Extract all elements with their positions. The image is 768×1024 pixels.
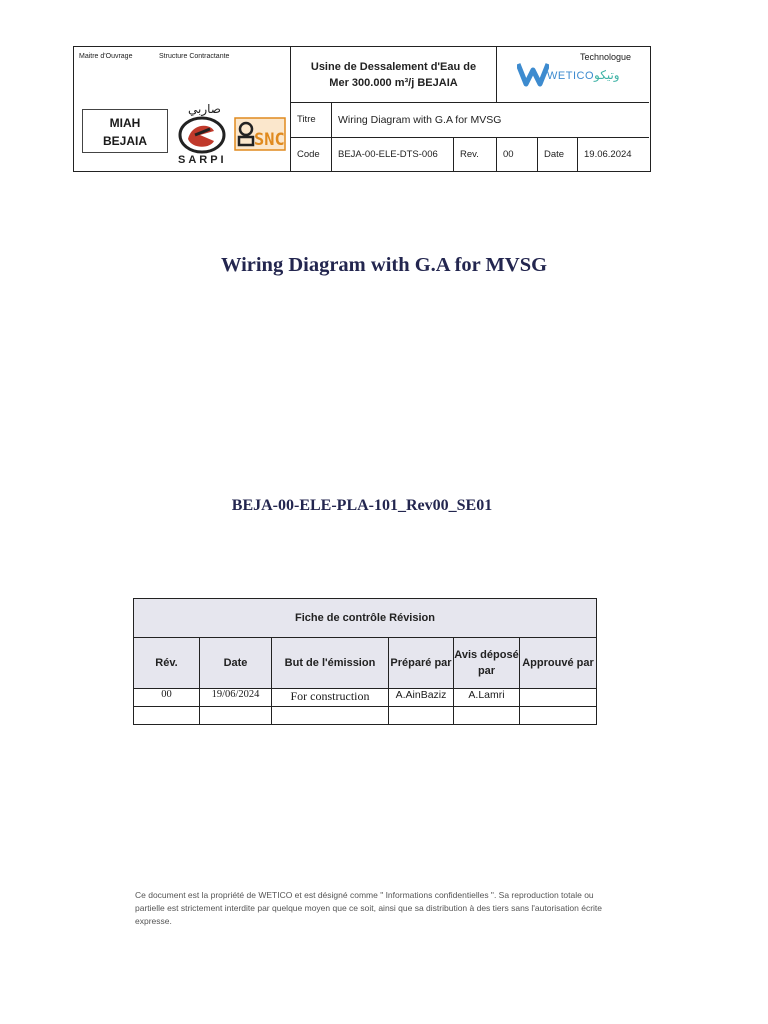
wetico-arabic-text: وتيكو [594, 68, 620, 82]
date-label: Date [544, 148, 565, 160]
wetico-w-icon [517, 61, 549, 87]
rev-divider [496, 137, 497, 171]
wetico-logo-text: WETICO [547, 70, 594, 82]
col-header-approved: Approuvé par [520, 638, 597, 689]
cell-rev [134, 707, 200, 725]
snc-logo [234, 117, 286, 151]
code-divider [453, 137, 454, 171]
project-title [291, 47, 496, 102]
col-header-rev: Rév. [134, 638, 200, 689]
revision-table-header-row [134, 638, 597, 689]
titre-label: Titre [297, 114, 316, 125]
document-code: BEJA-00-ELE-PLA-101_Rev00_SE01 [231, 497, 493, 514]
sarpi-logo [170, 101, 234, 167]
cell-prepared: A.AinBaziz [389, 689, 454, 707]
date-value: 19.06.2024 [584, 148, 632, 160]
cell-date: 19/06/2024 [200, 689, 272, 707]
cell-rev: 00 [134, 689, 200, 707]
code-label: Code [297, 148, 320, 160]
header-left-column [74, 47, 291, 171]
document-title: Wiring Diagram with G.A for MVSG [220, 254, 548, 276]
document-header [73, 46, 651, 172]
project-title-line-2: Mer 300.000 m³/j BEJAIA [329, 76, 458, 89]
cell-approved [520, 707, 597, 725]
cell-approved [520, 689, 597, 707]
code-value: BEJA-00-ELE-DTS-006 [338, 148, 438, 160]
client-city: BEJAIA [102, 134, 147, 148]
cell-reviewed: A.Lamri [454, 689, 520, 707]
cell-reviewed [454, 707, 520, 725]
revval-divider [537, 137, 538, 171]
date-divider [577, 137, 578, 171]
client-box [82, 109, 168, 153]
revision-table-caption: Fiche de contrôle Révision [134, 599, 597, 638]
rev-value: 00 [503, 148, 514, 160]
cell-prepared [389, 707, 454, 725]
col-header-prepared: Préparé par [389, 638, 454, 689]
cell-purpose [272, 707, 389, 725]
rev-label: Rev. [460, 148, 479, 160]
cell-date [200, 707, 272, 725]
project-title-line-1: Usine de Dessalement d'Eau de [310, 60, 477, 73]
table-row [134, 689, 597, 707]
cell-purpose: For construction [272, 689, 389, 707]
col-header-purpose: But de l'émission [272, 638, 389, 689]
revision-table [133, 598, 597, 725]
col-header-date: Date [200, 638, 272, 689]
confidentiality-notice: Ce document est la propriété de WETICO et est désigné comme " Informations confidentielles ". Sa reproduction totale ou partielle est strictement interdite par quelque moyen que ce soit, ainsi que sa distribution à des tiers sans l'autorisation écrite expresse. [135, 890, 603, 926]
structure-contractante-label: Structure Contractante [159, 53, 230, 60]
col-header-reviewed: Avis déposé par [454, 638, 520, 689]
titre-value: Wiring Diagram with G.A for MVSG [338, 113, 502, 126]
table-row [134, 707, 597, 725]
technologue-label: Technologue [579, 52, 631, 62]
header-technologue-cell [496, 47, 649, 102]
label-divider [331, 102, 332, 171]
sarpi-text: SARPI [178, 154, 227, 166]
maitre-ouvrage-label: Maitre d'Ouvrage [79, 53, 133, 60]
client-name: MIAH [109, 116, 141, 130]
snc-text: SNC [254, 130, 285, 150]
sarpi-arabic-text: صاربي [188, 102, 221, 116]
